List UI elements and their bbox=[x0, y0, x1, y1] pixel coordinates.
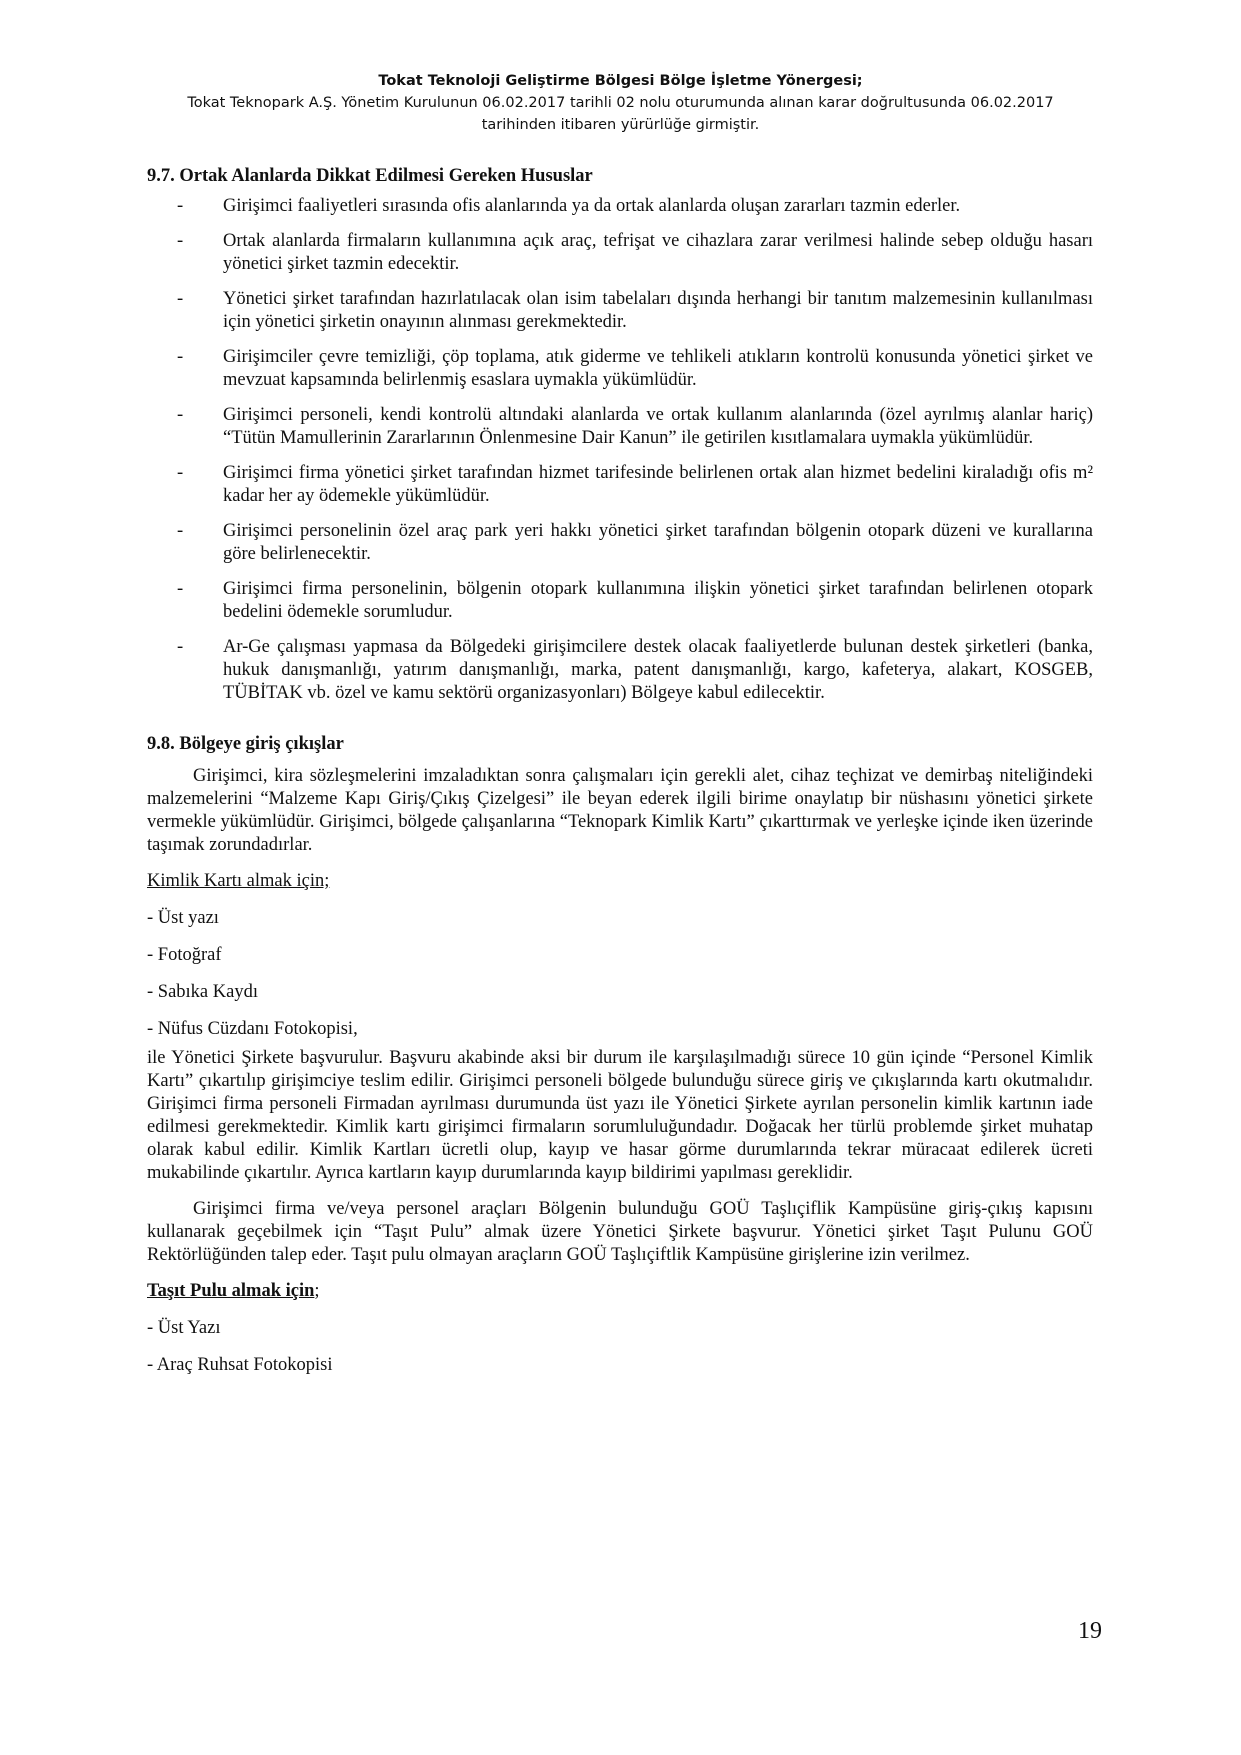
tasit-pulu-heading bbox=[147, 1280, 1093, 1303]
list-item-text: Ar-Ge çalışması yapmasa da Bölgedeki girişimcilere destek olacak faaliyetlerde bulunan destek şirketleri (banka, hukuk danışmanlığı, yatırım danışmanlığı, marka, patent danışmanlığı, kargo, kafeterya, alakart, KOSGEB, TÜBİTAK vb. özel ve kamu sektörü organizasyonları) Bölgeye kabul edilecektir. bbox=[223, 637, 1093, 703]
header-title: Tokat Teknoloji Geliştirme Bölgesi Bölge İşletme Yönergesi; bbox=[378, 73, 863, 89]
kimlik-list-item: - Fotoğraf bbox=[147, 945, 222, 965]
list-item-text: Girişimciler çevre temizliği, çöp toplama, atık giderme ve tehlikeli atıkların kontrolü konusunda yönetici şirket ve mevzuat kapsamında belirlenmiş esaslara uymakla yükümlüdür. bbox=[223, 347, 1093, 390]
page-content bbox=[147, 165, 1093, 1391]
list-item: - Girişimci firma yönetici şirket tarafından hizmet tarifesinde belirlenen ortak alan hizmet bedelini kiraladığı ofis m² kadar her ay ödemekle yükümlüdür. bbox=[177, 463, 1093, 506]
tasit-list-item: - Üst Yazı bbox=[147, 1318, 221, 1338]
list-item: - Ortak alanlarda firmaların kullanımına açık araç, tefrişat ve cihazlara zarar verilmesi halinde sebep olduğu hasarı yönetici şirket tazmin edecektir. bbox=[177, 231, 1093, 274]
list-item: - Girişimci faaliyetleri sırasında ofis alanlarında ya da ortak alanlarda oluşan zararları tazmin ederler. bbox=[147, 195, 1093, 218]
kimlik-list-item: - Sabıka Kaydı bbox=[147, 982, 258, 1002]
paragraph-kimlik-karti: ile Yönetici Şirkete başvurulur. Başvuru akabinde aksi bir durum ile karşılaşılmadığı sürece 10 gün içinde “Personel Kimlik Kartı” çıkartılıp girişimciye teslim edilir. Girişimci personeli bölgede bulunduğu sürece giriş ve çıkışlarında kartı okutmalıdır. Girişimci firma personeli Firmadan ayrılması durumunda üst yazı ile Yönetici Şirkete ayrılan personelin kimlik kartının iade edilmesi gerekmektedir. Kimlik kartı girişimci firmaların sorumluluğundadır. Doğacak her türlü problemde şirket muhatap olarak kabul edilir. Kimlik Kartları ücretli olup, kayıp ve hasar görme durumlarında tekrar müracaat edilerek ücreti mukabilinde çıkartılır. Ayrıca kartların kayıp durumlarında kayıp bildirimi yapılması gereklidir. bbox=[147, 1048, 1093, 1183]
paragraph-tasit-pulu: Girişimci firma ve/veya personel araçları Bölgenin bulunduğu GOÜ Taşlıçiflik Kampüsüne giriş-çıkış kapısını kullanarak geçebilmek için “Taşıt Pulu” almak üzere Yönetici Şirkete başvurur. Yönetici şirket Taşıt Pulunu GOÜ Rektörlüğünden talep eder. Taşıt pulu olmayan araçların GOÜ Taşlıçiftlik Kampüsüne girişlerine izin verilmez. bbox=[147, 1199, 1093, 1265]
list-item-text: Ortak alanlarda firmaların kullanımına açık araç, tefrişat ve cihazlara zarar verilmesi halinde sebep olduğu hasarı yönetici şirket tazmin edecektir. bbox=[223, 231, 1093, 274]
page-number: 19 bbox=[1078, 1618, 1102, 1644]
kimlik-karti-heading: Kimlik Kartı almak için; bbox=[147, 871, 330, 891]
list-item: - Ar-Ge çalışması yapmasa da Bölgedeki girişimcilere destek olacak faaliyetlerde bulunan destek şirketleri (banka, hukuk danışmanlığı, yatırım danışmanlığı, marka, patent danışmanlığı, kargo, kafeterya, alakart, KOSGEB, TÜBİTAK vb. özel ve kamu sektörü organizasyonları) Bölgeye kabul edilecektir. bbox=[177, 637, 1093, 703]
paragraph-entry-declaration: Girişimci, kira sözleşmelerini imzaladıktan sonra çalışmaları için gerekli alet, cihaz teçhizat ve demirbaş niteliğindeki malzemelerini “Malzeme Kapı Giriş/Çıkış Çizelgesi” ile beyan ederek ilgili birime onaylatıp bir nüshasını yönetici şirkete vermekle yükümlüdür. Girişimci, bölgede çalışanlarına “Teknopark Kimlik Kartı” çıkarttırmak ve yerleşke içinde iken üzerinde taşımak zorundadırlar. bbox=[147, 766, 1093, 855]
header-line-2: Tokat Teknopark A.Ş. Yönetim Kurulunun 06.02.2017 tarihli 02 nolu oturumunda alınan karar doğrultusunda 06.02.2017 bbox=[187, 95, 1054, 111]
kimlik-list-item: - Nüfus Cüzdanı Fotokopisi, bbox=[147, 1019, 358, 1039]
section-9-8-title: 9.8. Bölgeye giriş çıkışlar bbox=[147, 734, 344, 754]
list-item-text: Girişimci firma personelinin, bölgenin otopark kullanımına ilişkin yönetici şirket tarafından belirlenen otopark bedelini ödemekle sorumludur. bbox=[223, 579, 1093, 622]
list-item-text: Girişimci firma yönetici şirket tarafından hizmet tarifesinde belirlenen ortak alan hizmet bedelini kiraladığı ofis m² kadar her ay ödemekle yükümlüdür. bbox=[223, 463, 1093, 506]
list-item-text: Yönetici şirket tarafından hazırlatılacak olan isim tabelaları dışında herhangi bir tanıtım malzemesinin kullanılması için yönetici şirketin onayının alınması gerekmektedir. bbox=[223, 289, 1093, 332]
tasit-pulu-heading-text: Taşıt Pulu almak için bbox=[147, 1281, 315, 1301]
list-item: - Girişimci personeli, kendi kontrolü altındaki alanlarda ve ortak kullanım alanlarında (özel ayrılmış alanlar hariç) “Tütün Mamullerinin Zararlarının Önlenmesine Dair Kanun” ile getirilen kısıtlamalara uymakla yükümlüdür. bbox=[177, 405, 1093, 448]
list-item-text: Girişimci faaliyetleri sırasında ofis alanlarında ya da ortak alanlarda oluşan zararları tazmin ederler. bbox=[223, 196, 961, 216]
kimlik-list-item: - Üst yazı bbox=[147, 908, 219, 928]
section-9-7-title: 9.7. Ortak Alanlarda Dikkat Edilmesi Gereken Hususlar bbox=[147, 166, 593, 186]
list-item: - Yönetici şirket tarafından hazırlatılacak olan isim tabelaları dışında herhangi bir tanıtım malzemesinin kullanılması için yönetici şirketin onayının alınması gerekmektedir. bbox=[177, 289, 1093, 332]
list-item: - Girişimci firma personelinin, bölgenin otopark kullanımına ilişkin yönetici şirket tarafından belirlenen otopark bedelini ödemekle sorumludur. bbox=[177, 579, 1093, 622]
list-item-text: Girişimci personelinin özel araç park yeri hakkı yönetici şirket tarafından bölgenin otopark düzeni ve kurallarına göre belirlenecektir. bbox=[223, 521, 1093, 564]
list-item: - Girişimciler çevre temizliği, çöp toplama, atık giderme ve tehlikeli atıkların kontrolü konusunda yönetici şirket ve mevzuat kapsamında belirlenmiş esaslara uymakla yükümlüdür. bbox=[177, 347, 1093, 390]
header-line-3: tarihinden itibaren yürürlüğe girmiştir. bbox=[481, 117, 760, 133]
list-item: - Girişimci personelinin özel araç park yeri hakkı yönetici şirket tarafından bölgenin otopark düzeni ve kurallarına göre belirlenecektir. bbox=[177, 521, 1093, 564]
tasit-list-item: - Araç Ruhsat Fotokopisi bbox=[147, 1355, 333, 1375]
tasit-pulu-heading-suffix: ; bbox=[314, 1281, 320, 1301]
list-item-text: Girişimci personeli, kendi kontrolü altındaki alanlarda ve ortak kullanım alanlarında (özel ayrılmış alanlar hariç) “Tütün Mamullerinin Zararlarının Önlenmesine Dair Kanun” ile getirilen kısıtlamalara uymakla yükümlüdür. bbox=[223, 405, 1093, 448]
page-header bbox=[100, 70, 1141, 136]
